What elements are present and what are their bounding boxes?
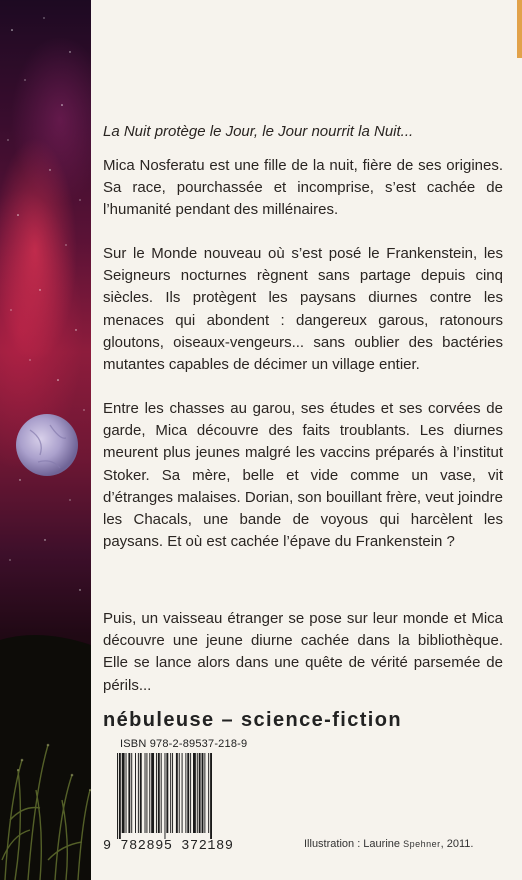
barcode-bar: [179, 753, 180, 833]
blurb-paragraph-4: [103, 608, 503, 697]
barcode-bar: [202, 753, 204, 833]
barcode-bar: [145, 753, 146, 833]
collection-name: nébuleuse – science-fiction: [103, 709, 402, 731]
blurb-paragraph-2: [103, 243, 503, 376]
barcode-bar: [190, 753, 191, 833]
cover-art-panel: [0, 0, 91, 880]
tagline: La Nuit protège le Jour, le Jour nourrit la Nuit...: [103, 123, 414, 140]
barcode-bar: [138, 753, 139, 833]
barcode-bar: [172, 753, 173, 833]
illustration-credit: [304, 838, 473, 850]
barcode-bar: [135, 753, 136, 833]
accent-strip: [517, 0, 522, 58]
blurb-paragraph-1: [103, 155, 503, 222]
credit-prefix: Illustration : Laurine: [304, 838, 404, 850]
nebula-illustration: [0, 0, 91, 880]
barcode-bar: [149, 753, 150, 833]
barcode-bar: [158, 753, 160, 833]
credit-suffix: , 2011.: [440, 838, 474, 850]
barcode-bar: [122, 753, 125, 833]
barcode-bar: [197, 753, 198, 833]
barcode-bar: [151, 753, 154, 833]
barcode-bar: [165, 753, 166, 839]
barcode-bar: [128, 753, 130, 833]
credit-surname: Spehner: [403, 839, 441, 849]
paragraph-text: Puis, un vaisseau étranger se pose sur leur monde et Mica découvre une jeune diurne cachée dans la bibliothèque. Elle se lance alors dans une quête de vérité parsemée de périls...: [103, 610, 503, 694]
barcode-bar: [176, 753, 178, 833]
barcode-bar: [210, 753, 212, 839]
barcode-bar: [117, 753, 118, 839]
paragraph-text: Sur le Monde nouveau où s’est posé le Frankenstein, les Seigneurs nocturnes règnent sans partage depuis cinq siècles. Ils protègent les paysans diurnes contre les menaces qui abondent : dangereux garous, ratonours gloutons, oiseaux-vengeurs... sans oublier des bactéries mutantes capables de décimer un village entier.: [103, 245, 503, 374]
barcode-bar: [119, 753, 121, 839]
barcode-bar: [204, 753, 205, 833]
isbn-barcode: [103, 736, 255, 866]
barcode-bar: [131, 753, 132, 833]
paragraph-text: Mica Nosferatu est une fille de la nuit, fière de ses origines. Sa race, pourchassée et incomprise, s’est cachée de l’humanité pendant des millénaires.: [103, 157, 503, 219]
barcode-bar: [126, 753, 127, 833]
barcode-bar: [156, 753, 157, 833]
barcode-bar: [140, 753, 142, 833]
blurb-paragraph-3: [103, 398, 503, 553]
isbn-label: ISBN 978-2-89537-218-9: [120, 738, 248, 750]
barcode-bar: [170, 753, 171, 833]
barcode-bar: [161, 753, 162, 833]
planet-moon: [16, 414, 78, 476]
barcode-bar: [182, 753, 183, 833]
barcode-bar: [199, 753, 201, 833]
barcode-bar: [193, 753, 196, 833]
paragraph-text: Entre les chasses au garou, ses études et ses corvées de garde, Mica découvre des faits troublants. Les diurnes meurent plus jeunes malgré les vaccins préparés à l’institut Stoker. Sa mère, belle et vide comme un vase, vit d’étranges malaises. Dorian, son bouillant frère, veut joindre les Chacals, une bande de voyous qui harcèlent les paysans. Et où est cachée l’épave du Frankenstein ?: [103, 400, 503, 551]
barcode-bar: [146, 753, 147, 833]
barcode-bar: [187, 753, 189, 833]
barcode-bar: [166, 753, 168, 833]
barcode-bar: [208, 753, 209, 833]
barcode-bars: [117, 753, 241, 839]
barcode-digits: 9 782895 372189: [103, 839, 234, 854]
barcode-bar: [185, 753, 186, 833]
